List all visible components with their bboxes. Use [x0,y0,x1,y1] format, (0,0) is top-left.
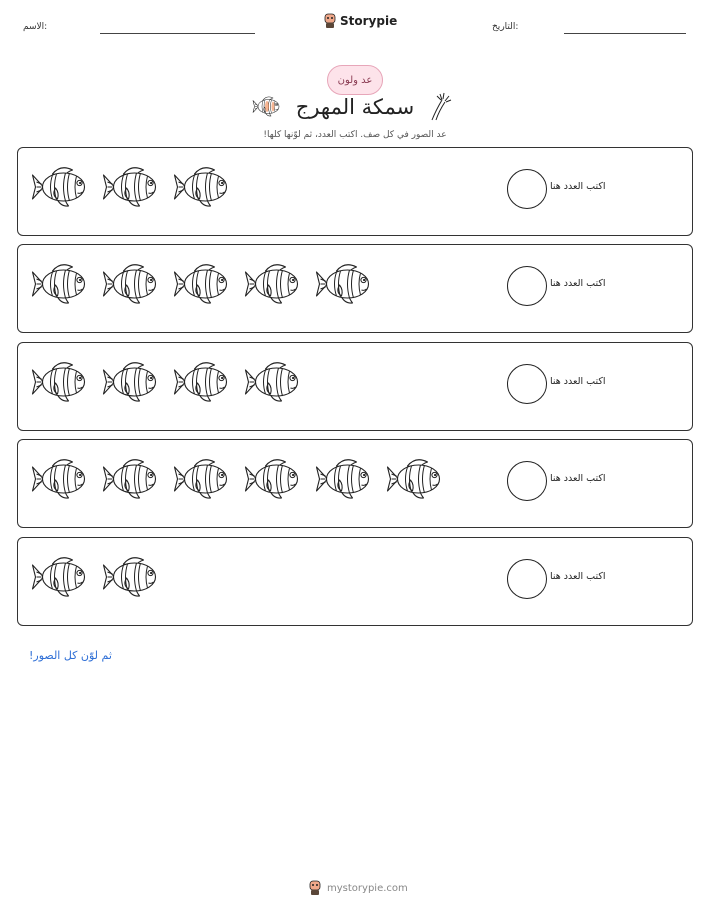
answer-label: اكتب العدد هنا [550,181,606,192]
answer-circle[interactable] [507,169,547,209]
count-row [17,342,693,431]
storypie-mascot-icon [323,13,337,29]
clownfish-icon [385,454,446,504]
clownfish-icon [30,162,91,212]
clownfish-icon [30,357,91,407]
clownfish-icon [172,162,233,212]
answer-circle[interactable] [507,461,547,501]
clownfish-icon [243,454,304,504]
count-row [17,537,693,626]
fish-group [30,454,446,504]
worksheet-title: سمكة المهرج [295,95,415,119]
instruction-text: عد الصور في كل صف. اكتب العدد، ثم لوّنها كلها! [263,130,447,140]
activity-badge: عد ولون [327,65,383,95]
clownfish-icon [314,259,375,309]
count-row [17,439,693,528]
name-line [100,33,255,34]
site-footer [308,880,408,896]
answer-label: اكتب العدد هنا [550,473,606,484]
anemone-icon [428,90,454,122]
fish-group [30,259,375,309]
clownfish-icon [101,259,162,309]
clownfish-icon [314,454,375,504]
answer-circle[interactable] [507,266,547,306]
clownfish-icon [101,162,162,212]
fish-group [30,552,162,602]
clownfish-icon [101,454,162,504]
count-row [17,244,693,333]
fish-group [30,357,304,407]
clownfish-icon [30,259,91,309]
answer-label: اكتب العدد هنا [550,278,606,289]
brand-logo [323,13,397,29]
clownfish-icon [30,454,91,504]
name-label: الاسم: [23,22,48,32]
clownfish-icon [252,94,282,119]
date-line [564,33,686,34]
storypie-mascot-icon [308,880,322,896]
date-label: التاريخ: [492,22,519,32]
clownfish-icon [243,259,304,309]
brand-name: Storypie [340,14,398,28]
footer-note: ثم لوّن كل الصور! [29,649,112,662]
answer-label: اكتب العدد هنا [550,376,606,387]
answer-label: اكتب العدد هنا [550,571,606,582]
clownfish-icon [101,357,162,407]
clownfish-icon [243,357,304,407]
count-row [17,147,693,236]
clownfish-icon [101,552,162,602]
answer-circle[interactable] [507,559,547,599]
fish-group [30,162,233,212]
clownfish-icon [172,357,233,407]
answer-circle[interactable] [507,364,547,404]
site-url: mystorypie.com [327,882,408,894]
clownfish-icon [172,259,233,309]
clownfish-icon [172,454,233,504]
clownfish-icon [30,552,91,602]
